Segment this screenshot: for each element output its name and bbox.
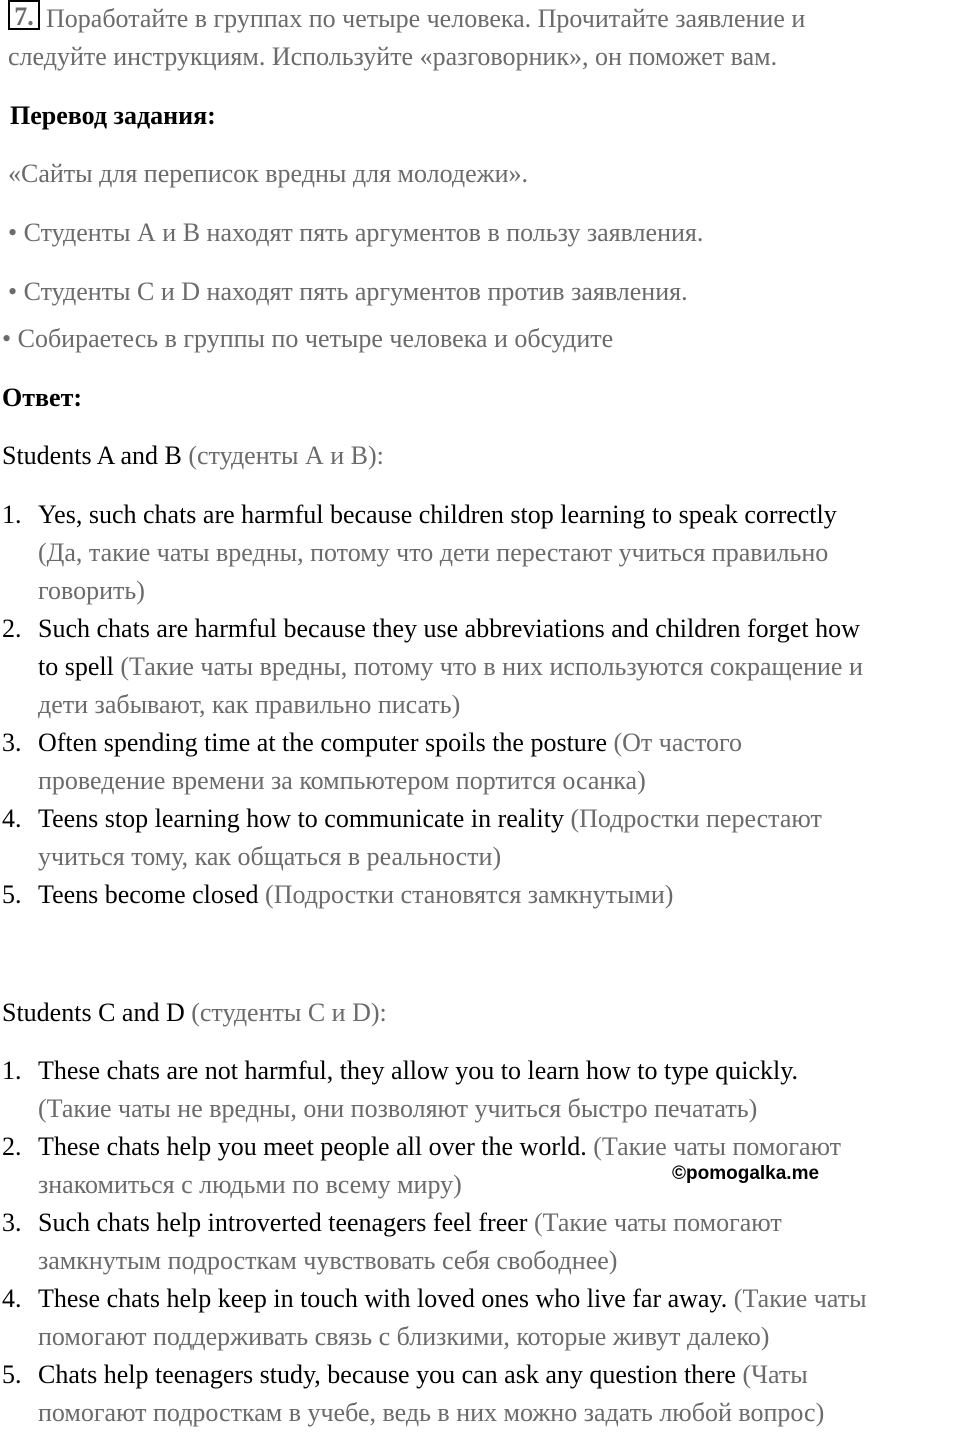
list-item-number: 3. [2,728,22,757]
list-item [0,610,960,724]
list-item-line [38,724,960,762]
russian-translation: (От частого [613,728,742,757]
list-item [0,800,960,876]
group-cd-title-en: Students C and D [2,998,185,1027]
russian-translation: проведение времени за компьютером портится осанка) [38,766,646,795]
list-item [0,1280,960,1356]
list-item [0,1356,960,1432]
russian-translation: (Такие чаты [733,1284,867,1313]
bullet-3: • Собираетесь в группы по четыре человека и обсудите [2,324,614,353]
list-item-number: 2. [2,1132,22,1161]
list-item-line [38,762,960,800]
english-text: These chats help you meet people all over the world. [38,1132,587,1161]
statement: «Сайты для переписок вредны для молодежи». [8,159,529,188]
task-number: 7. [8,0,40,30]
list-item-number: 2. [2,614,22,643]
english-text: These chats help keep in touch with loved ones who live far away. [38,1284,728,1313]
russian-translation: помогают подросткам в учебе, ведь в них можно задать любой вопрос) [38,1398,825,1427]
bullet-1: • Студенты А и В находят пять аргументов в пользу заявления. [8,218,704,247]
watermark: ©pomogalka.me [672,1163,820,1184]
group-ab-title-ru: (студенты А и В): [188,441,384,470]
list-item-line [38,610,960,648]
english-text: These chats are not harmful, they allow you to learn how to type quickly. [38,1056,799,1085]
english-text: Teens become closed [38,880,259,909]
list-item-line [38,1242,960,1280]
group-cd-title [2,994,960,1032]
english-text: Such chats are harmful because they use abbreviations and children forget how [38,614,860,643]
russian-translation: (Подростки становятся замкнутыми) [265,880,674,909]
russian-translation: (Чаты [742,1360,808,1389]
list-item-line [38,496,960,534]
group-cd-list [0,1052,960,1432]
list-item [0,876,960,914]
task-line-1 [8,0,960,38]
list-item-line [38,1356,960,1394]
list-item-line [38,686,960,724]
list-item-number: 3. [2,1208,22,1237]
list-item [0,724,960,800]
english-text: Chats help teenagers study, because you can ask any question there [38,1360,736,1389]
group-cd-title-ru: (студенты С и D): [191,998,387,1027]
list-item-line [38,1394,960,1432]
russian-translation: дети забывают, как правильно писать) [38,690,461,719]
list-item-line [38,876,960,914]
list-item-number: 1. [2,1056,22,1085]
list-item-number: 1. [2,500,22,529]
russian-translation: (Да, такие чаты вредны, потому что дети перестают учиться правильно [38,538,829,567]
list-item-line [38,1128,960,1166]
list-item-line [38,648,960,686]
list-item-line [38,534,960,572]
list-item-number: 5. [2,880,22,909]
russian-translation: учиться тому, как общаться в реальности) [38,842,502,871]
list-item-line [38,1318,960,1356]
bullet-2: • Студенты С и D находят пять аргументов против заявления. [8,277,688,306]
russian-translation: знакомиться с людьми по всему миру) [38,1170,462,1199]
list-item-line [38,572,960,610]
russian-translation: (Такие чаты помогают [593,1132,842,1161]
russian-translation: замкнутым подросткам чувствовать себя свободнее) [38,1246,618,1275]
list-item-number: 5. [2,1360,22,1389]
english-text: to spell [38,652,114,681]
list-item-line [38,800,960,838]
russian-translation: говорить) [38,576,145,605]
list-item-line [38,1166,960,1204]
group-ab-title-en: Students A and B [2,441,182,470]
list-item-line [38,1204,960,1242]
list-item [0,496,960,610]
translation-heading: Перевод задания: [10,101,216,130]
list-item-line [38,838,960,876]
english-text: Such chats help introverted teenagers feel freer [38,1208,528,1237]
list-item-line [38,1280,960,1318]
list-item-line [38,1052,960,1090]
list-item [0,1204,960,1280]
russian-translation: (Такие чаты вредны, потому что в них используются сокращение и [120,652,863,681]
russian-translation: (Такие чаты не вредны, они позволяют учиться быстро печатать) [38,1094,758,1123]
russian-translation: (Подростки перестают [570,804,822,833]
russian-translation: помогают поддерживать связь с близкими, которые живут далеко) [38,1322,770,1351]
list-item-number: 4. [2,1284,22,1313]
list-item-line [38,1090,960,1128]
list-item [0,1052,960,1128]
group-ab-title [2,437,960,475]
list-item-number: 4. [2,804,22,833]
english-text: Often spending time at the computer spoils the posture [38,728,607,757]
english-text: Teens stop learning how to communicate in reality [38,804,564,833]
task-text-1: Поработайте в группах по четыре человека. Прочитайте заявление и [46,4,806,33]
english-text: Yes, such chats are harmful because children stop learning to speak correctly [38,500,837,529]
task-line-2: следуйте инструкциям. Используйте «разговорник», он поможет вам. [8,42,778,71]
answer-heading: Ответ: [2,383,83,412]
russian-translation: (Такие чаты помогают [533,1208,782,1237]
group-ab-list [0,496,960,914]
